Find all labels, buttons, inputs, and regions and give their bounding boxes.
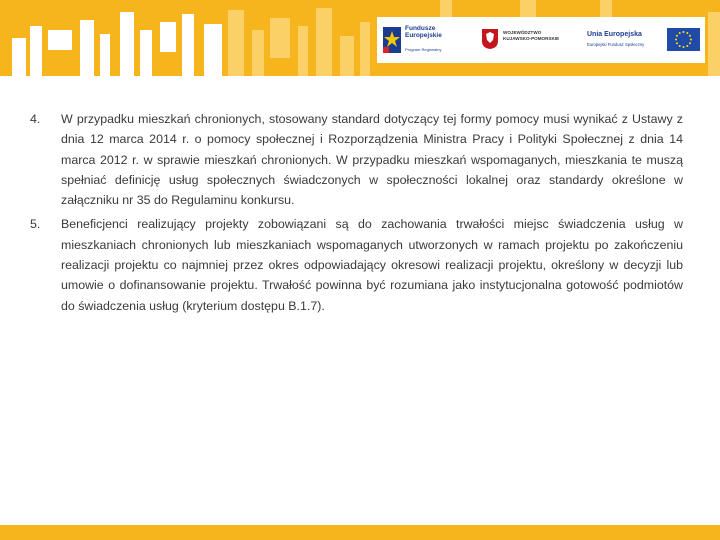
decor-block <box>228 10 244 76</box>
eu-logo-title: Unia Europejska <box>587 31 642 38</box>
fe-logo-line1: Fundusze <box>405 25 436 32</box>
region-crest-icon <box>481 28 499 50</box>
decor-block <box>340 36 354 76</box>
header-banner <box>0 0 720 76</box>
decor-block <box>30 26 42 76</box>
decor-block <box>160 22 176 52</box>
item-number: 4. <box>30 112 41 126</box>
decor-block <box>140 30 152 76</box>
decor-block <box>120 12 134 76</box>
list-item <box>30 109 683 210</box>
region-logo-line2: KUJAWSKO-POMORSKIE <box>503 36 560 41</box>
decor-block <box>12 38 26 76</box>
eu-logo-subtitle: Europejski Fundusz Społeczny <box>587 42 645 47</box>
decor-block <box>708 12 720 76</box>
decor-block <box>316 8 332 76</box>
fe-logo-title <box>405 25 442 39</box>
kujawsko-pomorskie-logo <box>479 25 579 55</box>
decor-block <box>360 22 370 76</box>
eu-flag-icon <box>667 28 700 51</box>
fe-logo-subtitle: Program Regionalny <box>405 47 442 52</box>
region-logo-text <box>503 30 559 42</box>
fe-star-icon <box>381 23 403 57</box>
list-item <box>30 214 683 315</box>
decor-block <box>298 26 308 76</box>
decor-block <box>204 24 222 76</box>
decor-block <box>440 0 452 17</box>
item-number: 5. <box>30 217 41 232</box>
decor-block <box>520 0 536 17</box>
unia-europejska-logo <box>583 21 703 59</box>
fe-logo-line2: Europejskie <box>405 32 442 40</box>
item-text: Beneficjenci realizujący projekty zobowiązani są do zachowania trwałości miejsc świadczenia usług w mieszkaniach chronionych lub mieszkaniach wspomaganych utworzonych w ramach projektu po zakończeniu realizacji projektu co najmniej przez okres odpowiadający okresowi realizacji projektu, określony w decyzji lub umowie o dofinansowanie projektu. Trwałość powinna być rozumiana jako instytucjonalna gotowość podmiotów do świadczenia usług (kryterium dostępu B.1.7). <box>61 217 683 313</box>
fundusze-europejskie-logo <box>381 21 463 59</box>
item-text: W przypadku mieszkań chronionych, stosowany standard dotyczący tej formy pomocy musi wynikać z Ustawy z dnia 12 marca 2014 r. o pomocy społecznej i Rozporządzenia Ministra Pracy i Polityki Społecznej z dnia 14 marca 2012 r. w sprawie mieszkań chronionych. W przypadku mieszkań wspomaganych, mieszkania te muszą spełniać definicję usług społecznych świadczonych w społeczności lokalnej oraz standardy określone w załączniku nr 35 do Regulaminu konkursu. <box>61 112 683 208</box>
decor-block <box>48 30 72 50</box>
decor-block <box>182 14 194 76</box>
footer-bar <box>0 525 720 540</box>
logo-panel <box>377 17 705 63</box>
decor-block <box>80 20 94 76</box>
document-body <box>30 109 683 316</box>
decor-block <box>252 30 264 76</box>
decor-block <box>600 0 612 17</box>
decor-block <box>270 18 290 58</box>
region-logo-line1: WOJEWÓDZTWO <box>503 30 542 35</box>
decor-block <box>100 34 110 76</box>
